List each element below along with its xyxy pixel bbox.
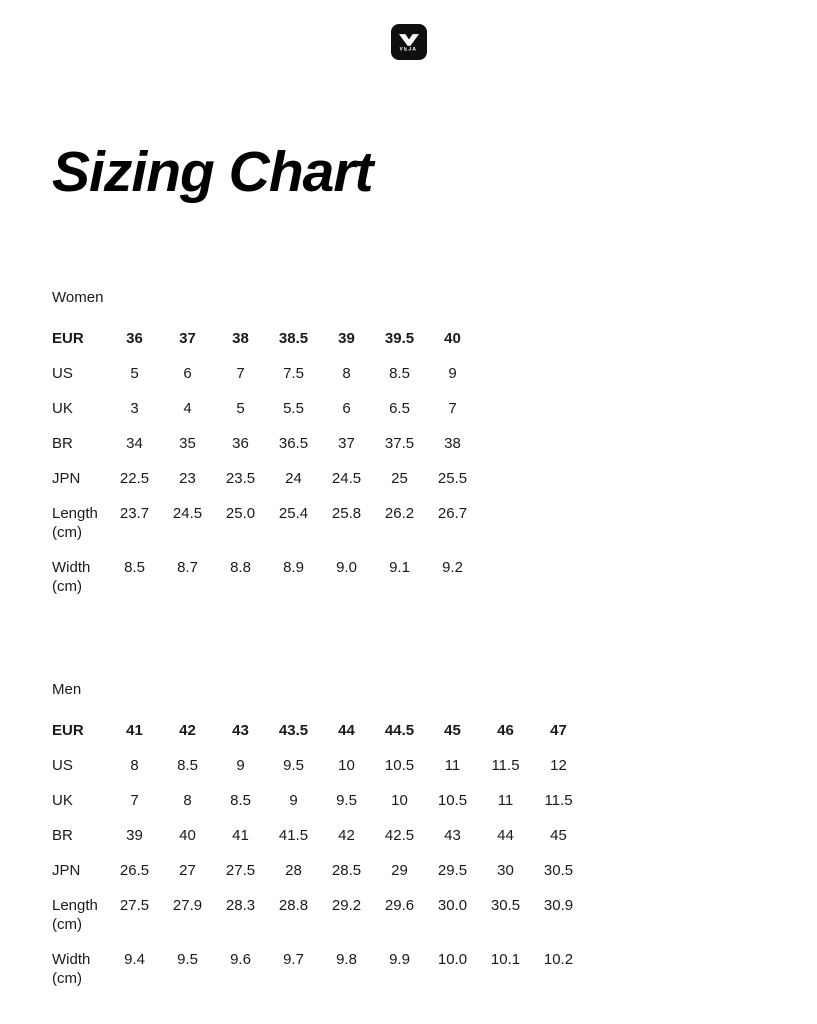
table-cell: 9.5 — [283, 756, 304, 774]
table-cell: 45 — [444, 721, 461, 739]
table-cell: 9.9 — [389, 950, 410, 968]
table-cell: 9.4 — [124, 950, 145, 968]
row-label-text: Width — [52, 950, 91, 968]
row-label — [52, 721, 108, 740]
table-cell: 27.9 — [172, 896, 203, 914]
table-cell: 25.8 — [331, 504, 362, 522]
table-cell: 29.2 — [331, 896, 362, 914]
table-cell: 37.5 — [384, 434, 415, 452]
table-cell: 38 — [232, 329, 249, 347]
table-cell: 7 — [448, 399, 457, 417]
table-cell: 8.5 — [230, 791, 251, 809]
row-label-text: EUR — [52, 721, 84, 739]
table-cell: 8 — [342, 364, 351, 382]
row-label — [52, 399, 108, 418]
table-cell: 5 — [236, 399, 245, 417]
row-label — [52, 558, 108, 596]
table-cell: 44 — [338, 721, 355, 739]
table-cell: 24.5 — [331, 469, 362, 487]
table-row — [52, 942, 817, 996]
table-row — [52, 391, 817, 426]
row-label-text: US — [52, 364, 73, 382]
table-row — [52, 461, 817, 496]
row-label — [52, 791, 108, 810]
table-row — [52, 496, 817, 550]
table-cell: 11 — [444, 756, 461, 774]
table-cell: 8.5 — [124, 558, 145, 576]
table-cell: 28 — [285, 861, 302, 879]
table-cell: 24 — [285, 469, 302, 487]
section-label: Women — [52, 288, 104, 306]
size-sections — [0, 288, 817, 996]
table-cell: 30.0 — [437, 896, 468, 914]
table-cell: 9.5 — [336, 791, 357, 809]
table-cell: 8 — [130, 756, 139, 774]
table-cell: 6 — [183, 364, 192, 382]
table-cell: 30.5 — [490, 896, 521, 914]
table-cell: 3 — [130, 399, 139, 417]
table-cell: 8 — [183, 791, 192, 809]
table-cell: 26.5 — [119, 861, 150, 879]
row-label-text: JPN — [52, 861, 81, 879]
table-cell: 5 — [130, 364, 139, 382]
table-row — [52, 818, 817, 853]
table-cell: 41 — [232, 826, 249, 844]
table-cell: 12 — [550, 756, 567, 774]
table-cell: 24.5 — [172, 504, 203, 522]
table-cell: 26.2 — [384, 504, 415, 522]
table-cell: 25 — [391, 469, 408, 487]
size-section-women — [52, 288, 817, 604]
table-cell: 44.5 — [384, 721, 415, 739]
veja-v-icon — [399, 34, 419, 46]
row-label-text: EUR — [52, 329, 84, 347]
size-table — [52, 713, 817, 996]
table-cell: 9 — [289, 791, 298, 809]
row-label — [52, 469, 108, 488]
table-row — [52, 748, 817, 783]
table-cell: 36 — [232, 434, 249, 452]
table-cell: 47 — [550, 721, 567, 739]
row-label-text: Width — [52, 558, 91, 576]
table-cell: 11.5 — [491, 756, 520, 774]
table-cell: 44 — [497, 826, 514, 844]
row-label — [52, 896, 108, 934]
table-cell: 30.5 — [543, 861, 574, 879]
table-cell: 10.5 — [384, 756, 415, 774]
table-cell: 10.0 — [437, 950, 468, 968]
table-cell: 41 — [126, 721, 143, 739]
table-cell: 11 — [497, 791, 514, 809]
table-cell: 9.2 — [442, 558, 463, 576]
table-cell: 7.5 — [283, 364, 304, 382]
table-row — [52, 356, 817, 391]
table-cell: 9.1 — [389, 558, 410, 576]
row-sublabel-text: (cm) — [52, 577, 82, 595]
table-cell: 28.5 — [331, 861, 362, 879]
table-cell: 38 — [444, 434, 461, 452]
table-cell: 9 — [236, 756, 245, 774]
veja-logo-wordmark: VEJA — [399, 46, 418, 52]
table-cell: 5.5 — [283, 399, 304, 417]
table-cell: 11.5 — [544, 791, 573, 809]
table-cell: 42.5 — [384, 826, 415, 844]
table-cell: 25.5 — [437, 469, 468, 487]
table-cell: 8.5 — [389, 364, 410, 382]
row-label-text: UK — [52, 791, 73, 809]
table-cell: 36.5 — [278, 434, 309, 452]
table-cell: 43 — [232, 721, 249, 739]
row-sublabel-text: (cm) — [52, 969, 82, 987]
table-cell: 26.7 — [437, 504, 468, 522]
table-cell: 27 — [179, 861, 196, 879]
table-cell: 8.5 — [177, 756, 198, 774]
table-cell: 39 — [126, 826, 143, 844]
row-label-text: US — [52, 756, 73, 774]
table-row — [52, 550, 817, 604]
table-cell: 9.5 — [177, 950, 198, 968]
row-label — [52, 950, 108, 988]
row-label-text: Length — [52, 504, 98, 522]
veja-logo[interactable] — [391, 24, 427, 60]
section-label: Men — [52, 680, 82, 698]
row-label-text: UK — [52, 399, 73, 417]
table-cell: 10 — [391, 791, 408, 809]
table-cell: 25.4 — [278, 504, 309, 522]
table-cell: 8.8 — [230, 558, 251, 576]
table-cell: 28.8 — [278, 896, 309, 914]
table-cell: 9.6 — [230, 950, 251, 968]
table-row — [52, 783, 817, 818]
table-row — [52, 426, 817, 461]
row-label — [52, 504, 108, 542]
row-label — [52, 329, 108, 348]
table-cell: 10.2 — [543, 950, 574, 968]
row-label — [52, 826, 108, 845]
row-sublabel-text: (cm) — [52, 915, 82, 933]
row-label-text: Length — [52, 896, 98, 914]
table-cell: 10.1 — [490, 950, 521, 968]
table-cell: 36 — [126, 329, 143, 347]
table-cell: 8.9 — [283, 558, 304, 576]
table-cell: 38.5 — [278, 329, 309, 347]
table-cell: 34 — [126, 434, 143, 452]
size-section-men — [52, 680, 817, 996]
table-row — [52, 713, 817, 748]
table-cell: 43 — [444, 826, 461, 844]
row-label — [52, 861, 108, 880]
table-cell: 35 — [179, 434, 196, 452]
table-cell: 25.0 — [225, 504, 256, 522]
table-cell: 42 — [179, 721, 196, 739]
table-cell: 42 — [338, 826, 355, 844]
row-label-text: BR — [52, 826, 73, 844]
header — [0, 0, 817, 60]
table-cell: 9.8 — [336, 950, 357, 968]
table-cell: 45 — [550, 826, 567, 844]
table-cell: 23.5 — [225, 469, 256, 487]
row-sublabel-text: (cm) — [52, 523, 82, 541]
table-cell: 40 — [179, 826, 196, 844]
table-cell: 9.0 — [336, 558, 357, 576]
table-cell: 30 — [497, 861, 514, 879]
table-cell: 29 — [391, 861, 408, 879]
table-cell: 9 — [448, 364, 457, 382]
table-cell: 41.5 — [278, 826, 309, 844]
table-cell: 10 — [338, 756, 355, 774]
table-cell: 39 — [338, 329, 355, 347]
table-cell: 37 — [179, 329, 196, 347]
table-cell: 37 — [338, 434, 355, 452]
table-cell: 40 — [444, 329, 461, 347]
table-cell: 23.7 — [119, 504, 150, 522]
table-cell: 23 — [179, 469, 196, 487]
table-cell: 43.5 — [278, 721, 309, 739]
table-cell: 28.3 — [225, 896, 256, 914]
size-table — [52, 321, 817, 604]
table-cell: 9.7 — [283, 950, 304, 968]
page-title: Sizing Chart — [52, 140, 373, 204]
row-label — [52, 434, 108, 453]
table-cell: 27.5 — [225, 861, 256, 879]
table-row — [52, 853, 817, 888]
table-cell: 10.5 — [437, 791, 468, 809]
table-cell: 46 — [497, 721, 514, 739]
row-label — [52, 364, 108, 383]
table-cell: 8.7 — [177, 558, 198, 576]
table-cell: 6.5 — [389, 399, 410, 417]
table-cell: 29.5 — [437, 861, 468, 879]
table-row — [52, 888, 817, 942]
table-cell: 7 — [236, 364, 245, 382]
table-cell: 22.5 — [119, 469, 150, 487]
table-cell: 4 — [183, 399, 192, 417]
table-cell: 29.6 — [384, 896, 415, 914]
row-label — [52, 756, 108, 775]
table-cell: 30.9 — [543, 896, 574, 914]
table-cell: 7 — [130, 791, 139, 809]
table-cell: 27.5 — [119, 896, 150, 914]
row-label-text: BR — [52, 434, 73, 452]
table-cell: 6 — [342, 399, 351, 417]
table-row — [52, 321, 817, 356]
row-label-text: JPN — [52, 469, 81, 487]
table-cell: 39.5 — [384, 329, 415, 347]
